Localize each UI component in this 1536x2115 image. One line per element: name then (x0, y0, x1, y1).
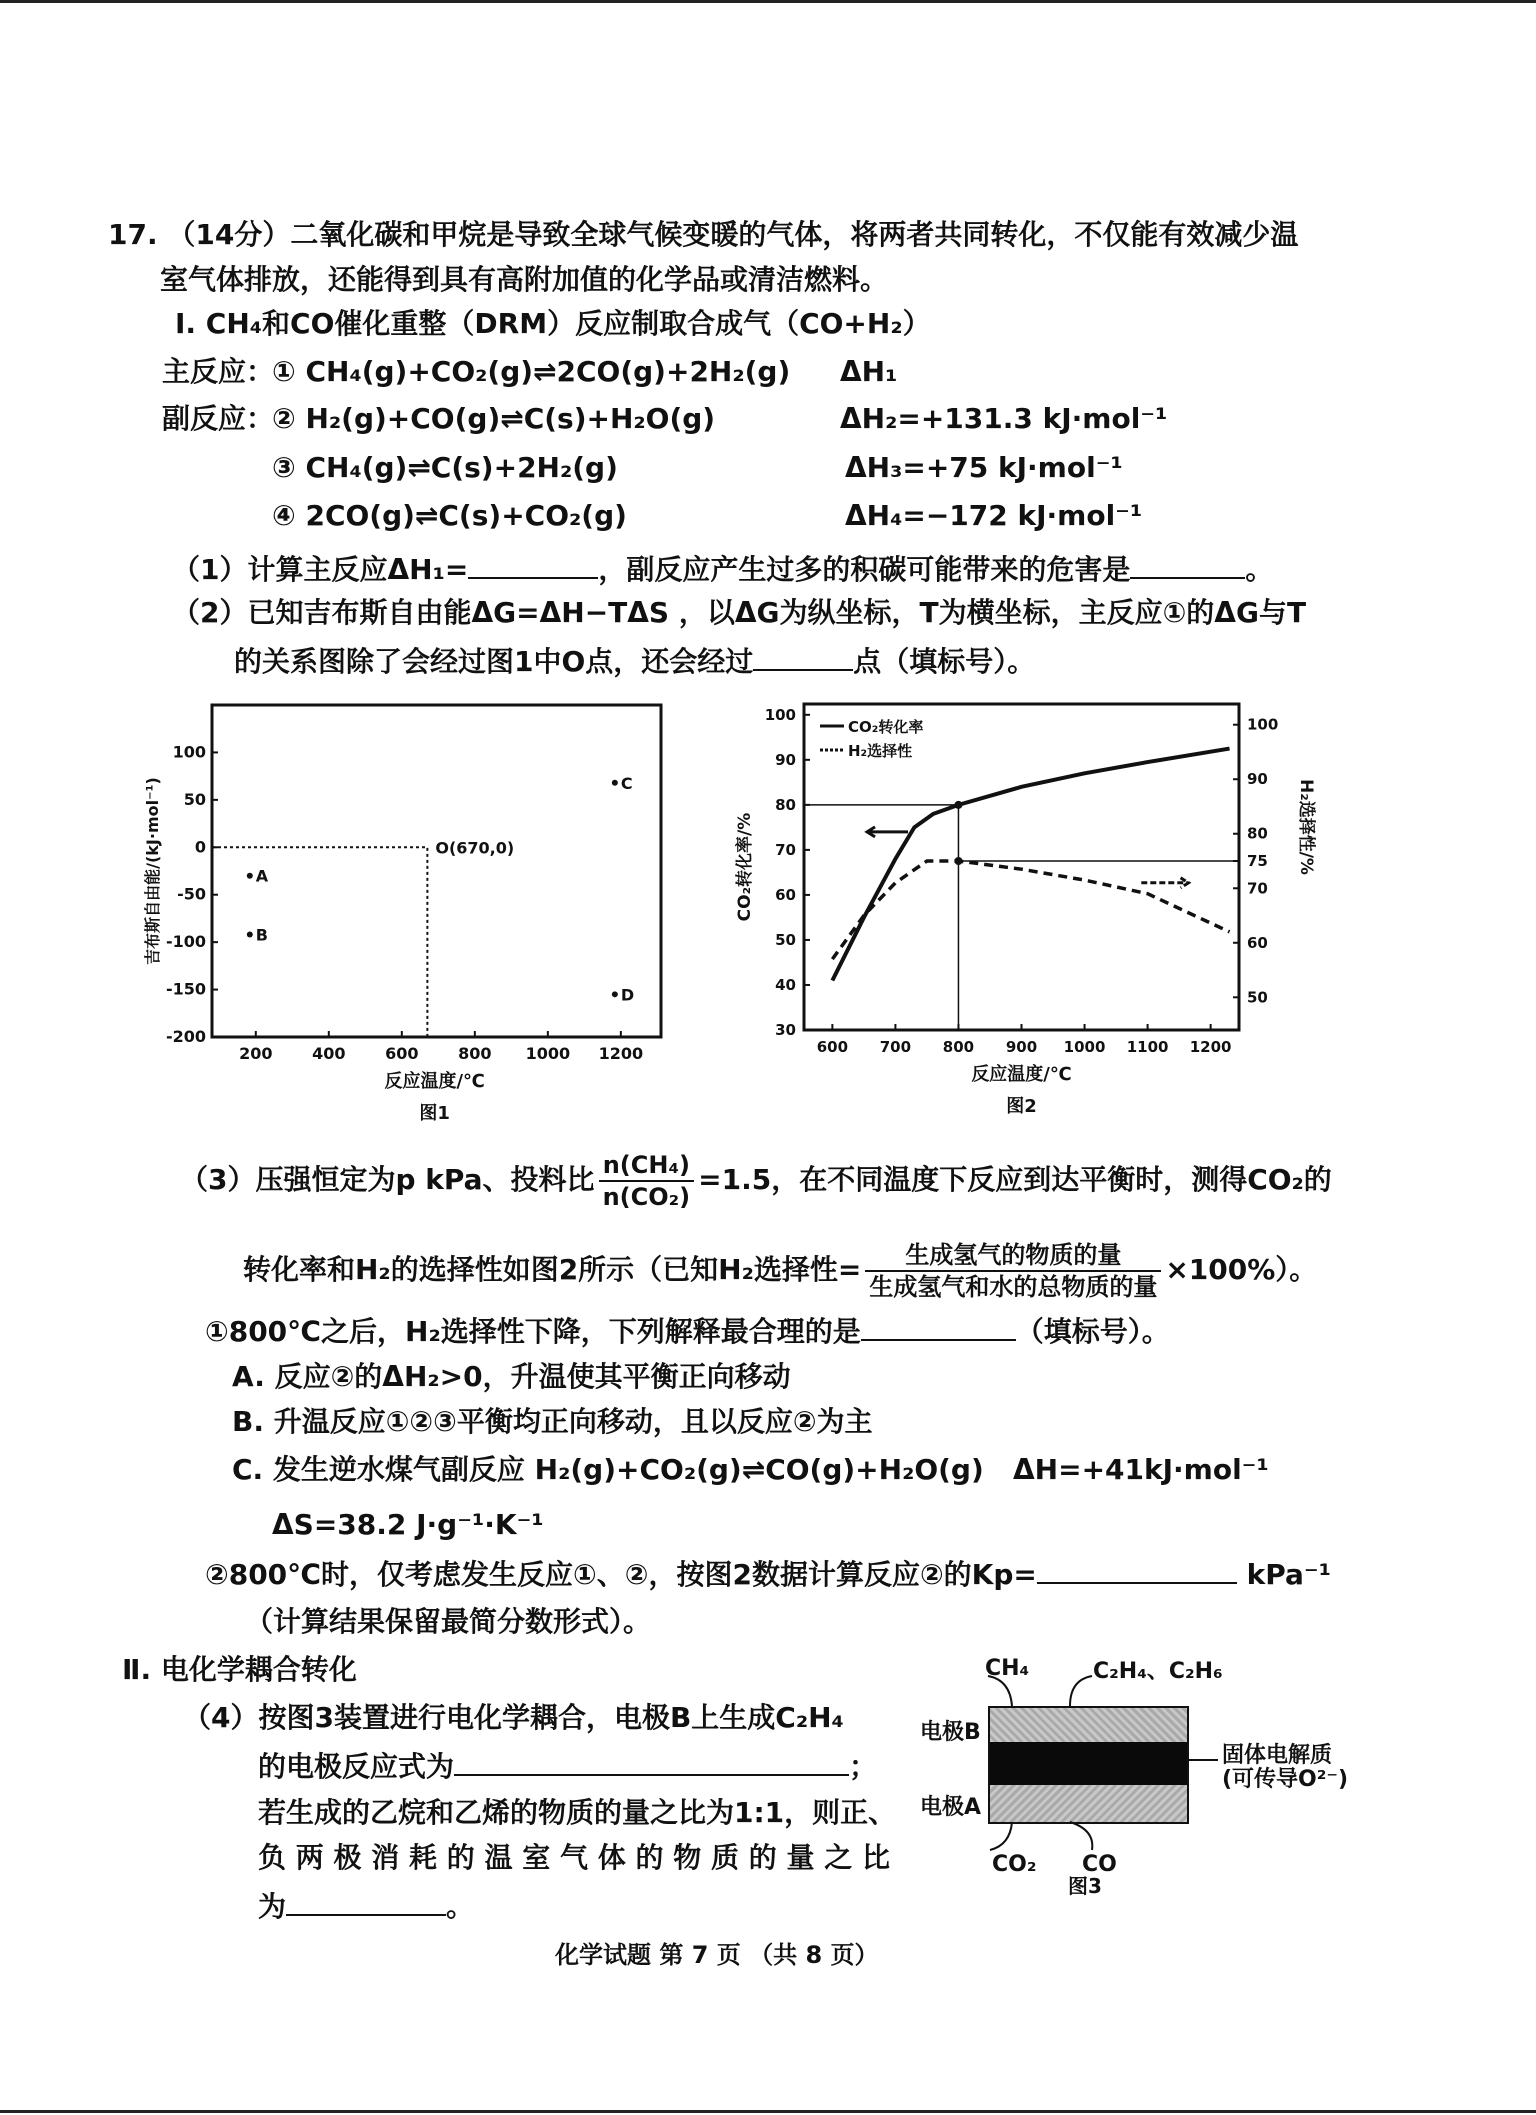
page-top-border (0, 0, 1536, 3)
x-tick-label: 400 (312, 1044, 346, 1063)
q1-text-c: 。 (1245, 553, 1274, 586)
question-3-part2 (205, 1556, 1331, 1592)
left-y-tick-label: 30 (775, 1021, 796, 1039)
left-y-tick-label: 100 (764, 705, 796, 724)
selectivity-numerator: 生成氢气的物质的量 (865, 1240, 1161, 1272)
y-tick-label: -50 (177, 884, 206, 904)
q3-2-text-a: ②800℃时，仅考虑发生反应①、②，按图2数据计算反应②的Kp= (205, 1558, 1037, 1591)
question-4-line2 (258, 1748, 877, 1784)
series-line-h2-selectivity (832, 861, 1229, 959)
point-D (612, 991, 618, 997)
option-a: A. 反应②的ΔH₂>0，升温使其平衡正向移动 (232, 1360, 791, 1393)
x-tick-label: 1200 (1189, 1038, 1232, 1056)
q4-text-g: 。 (446, 1890, 475, 1923)
left-y-tick-label: 90 (775, 750, 796, 769)
option-c-enthalpy: ΔH=+41kJ·mol⁻¹ (1013, 1453, 1269, 1486)
product-outflow-arrow (1070, 1676, 1092, 1706)
x-tick-label: 800 (942, 1038, 975, 1056)
label-electrode-b: 电极B (920, 1720, 981, 1745)
right-axis-arrow (1141, 878, 1188, 888)
label-electrolyte-note: (可传导O²⁻) (1222, 1767, 1349, 1792)
co2-inflow-arrow (990, 1822, 1012, 1850)
question-3-part2-note: （计算结果保留最简分数形式）。 (245, 1605, 652, 1638)
label-co2: CO₂ (992, 1852, 1037, 1877)
left-y-tick-label: 40 (775, 975, 796, 994)
q3-text-a: （3）压强恒定为p kPa、投料比 (180, 1163, 595, 1196)
q2-text-c: 点（填标号）。 (853, 645, 1036, 678)
left-y-tick-label: 60 (775, 885, 796, 904)
q3-2-answer-blank[interactable] (1037, 1556, 1237, 1584)
question-intro-line2: 室气体排放，还能得到具有高附加值的化学品或清洁燃料。 (160, 263, 889, 296)
q1-text-b: ，副反应产生过多的积碳可能带来的危害是 (598, 553, 1131, 586)
co-outflow-arrow (1070, 1822, 1092, 1850)
y-tick-label: -100 (165, 932, 206, 952)
x-axis-label: 反应温度/℃ (384, 1071, 485, 1092)
q3-2-unit: kPa⁻¹ (1246, 1558, 1331, 1591)
selectivity-denominator: 生成氢气和水的总物质的量 (869, 1273, 1158, 1301)
figure-3-device (900, 1650, 1360, 1900)
label-c2-products: C₂H₄、C₂H₆ (1093, 1659, 1223, 1684)
q4-answer-blank-2[interactable] (286, 1888, 446, 1916)
figure-2-caption: 图2 (1006, 1096, 1037, 1117)
x-tick-label: 700 (879, 1038, 912, 1056)
reaction-4-enthalpy: ΔH₄=−172 kJ·mol⁻¹ (845, 499, 1143, 532)
right-y-tick-label: 60 (1247, 933, 1268, 952)
figure-1-caption: 图1 (419, 1103, 450, 1124)
option-b: B. 升温反应①②③平衡均正向移动，且以反应②为主 (232, 1405, 873, 1438)
question-2-line1: （2）已知吉布斯自由能ΔG=ΔH−TΔS ，以ΔG为纵坐标，T为横坐标，主反应①的ΔG与T (172, 596, 1307, 629)
x-tick-label: 600 (816, 1038, 849, 1056)
x-tick-label: 200 (239, 1044, 273, 1063)
origin-guide-lines (212, 847, 427, 1037)
origin-point-label: O(670,0) (435, 838, 515, 858)
reaction-2-label: 副反应： (162, 402, 275, 435)
q1-text-a: （1）计算主反应ΔH₁= (172, 553, 469, 586)
question-2-line2 (234, 643, 1035, 679)
question-3-part1 (205, 1313, 1170, 1349)
question-1 (172, 551, 1273, 587)
right-y-tick-label: 90 (1247, 770, 1268, 789)
option-c: C. 发生逆水煤气副反应 H₂(g)+CO₂(g)⇌CO(g)+H₂O(g) (232, 1453, 984, 1486)
y-tick-label: 0 (194, 837, 206, 857)
feed-ratio-numerator: n(CH₄) (599, 1150, 695, 1182)
feed-ratio-fraction (599, 1150, 695, 1212)
q3-text-b: =1.5，在不同温度下反应到达平衡时，测得CO₂的 (698, 1163, 1332, 1196)
page-footer: 化学试题 第 7 页 （共 8 页） (555, 1941, 879, 1969)
reaction-3-enthalpy: ΔH₃=+75 kJ·mol⁻¹ (845, 451, 1123, 484)
q3-1-answer-blank[interactable] (861, 1313, 1016, 1341)
y-tick-label: 100 (172, 742, 206, 762)
label-ch4: CH₄ (985, 1656, 1030, 1681)
reaction-2-enthalpy: ΔH₂=+131.3 kJ·mol⁻¹ (840, 402, 1168, 435)
reaction-1-equation: ① CH₄(g)+CO₂(g)⇌2CO(g)+2H₂(g) (272, 355, 791, 388)
right-y-tick-label: 50 (1247, 988, 1268, 1007)
q3-text-c: 转化率和H₂的选择性如图2所示（已知H₂选择性= (243, 1253, 862, 1286)
reaction-1-enthalpy: ΔH₁ (840, 355, 898, 388)
label-electrolyte: 固体电解质 (1222, 1743, 1333, 1768)
point-label-A: A (255, 866, 269, 886)
reaction-2-equation: ② H₂(g)+CO(g)⇌C(s)+H₂O(g) (272, 402, 716, 435)
right-y-tick-label: 80 (1247, 824, 1268, 843)
figure-1-chart (140, 690, 680, 1124)
question-4-line3: 若生成的乙烷和乙烯的物质的量之比为1:1，则正、 (258, 1796, 897, 1829)
question-4-line1: （4）按图3装置进行电化学耦合，电极B上生成C₂H₄ (183, 1701, 844, 1734)
question-4-line5 (258, 1888, 474, 1924)
q4-answer-blank-1[interactable] (454, 1748, 849, 1776)
legend-label-co2: CO₂转化率 (848, 718, 924, 736)
x-tick-label: 900 (1005, 1038, 1038, 1056)
y-tick-label: 50 (183, 789, 206, 809)
section2-title: Ⅱ. 电化学耦合转化 (122, 1653, 357, 1686)
reaction-4-equation: ④ 2CO(g)⇌C(s)+CO₂(g) (272, 499, 627, 532)
left-y-tick-label: 50 (775, 930, 796, 949)
point-C (612, 780, 618, 786)
point-label-C: C (620, 773, 633, 793)
point-B (247, 932, 253, 938)
selectivity-fraction (865, 1240, 1161, 1302)
left-y-tick-label: 80 (775, 795, 796, 814)
q2-answer-blank[interactable] (753, 643, 853, 671)
x-tick-label: 1200 (598, 1044, 644, 1063)
q1-answer-blank-2[interactable] (1130, 551, 1245, 579)
x-tick-label: 1000 (1063, 1038, 1106, 1056)
y-tick-label: -200 (165, 1027, 206, 1046)
x-axis-label: 反应温度/℃ (971, 1064, 1072, 1085)
co2-reference-point (954, 801, 962, 809)
reaction-1-label: 主反应： (162, 355, 275, 388)
left-y-axis-label: CO₂转化率/% (735, 812, 755, 922)
question-4-line4: 负 两 极 消 耗 的 温 室 气 体 的 物 质 的 量 之 比 (258, 1841, 890, 1874)
legend-label-h2: H₂选择性 (848, 742, 913, 760)
q3-1-text-b: （填标号）。 (1015, 1315, 1170, 1348)
right-y-tick-label: 100 (1247, 715, 1279, 734)
left-axis-arrow (867, 827, 908, 837)
q1-answer-blank-1[interactable] (468, 551, 598, 579)
q4-text-b: 的电极反应式为 (258, 1750, 455, 1783)
question-3-line2 (243, 1240, 1317, 1302)
x-tick-label: 800 (458, 1044, 492, 1063)
q3-text-d: ×100%）。 (1165, 1253, 1318, 1286)
figure-2-chart (700, 690, 1340, 1117)
point-label-B: B (255, 925, 269, 945)
point-A (247, 873, 253, 879)
page-bottom-border (0, 2110, 1536, 2113)
y-tick-label: -150 (165, 979, 206, 999)
y-axis-label: 吉布斯自由能/(kJ·mol⁻¹) (143, 777, 162, 965)
option-c-entropy: ΔS=38.2 J·g⁻¹·K⁻¹ (272, 1508, 544, 1541)
reaction-3-equation: ③ CH₄(g)⇌C(s)+2H₂(g) (272, 451, 618, 484)
x-tick-label: 600 (385, 1044, 419, 1063)
right-y-tick-label: 70 (1247, 879, 1268, 898)
label-electrode-a: 电极A (920, 1795, 982, 1820)
series-line-co2-conversion (832, 749, 1229, 981)
left-y-tick-label: 70 (775, 840, 796, 859)
question-intro-line1: 17. （14分）二氧化碳和甲烷是导致全球气候变暖的气体，将两者共同转化，不仅能有效减少温 (108, 218, 1299, 251)
right-y-axis-label: H₂选择性/% (1296, 779, 1316, 875)
label-co: CO (1082, 1852, 1117, 1877)
x-tick-label: 1000 (525, 1044, 571, 1063)
q4-text-c: ； (849, 1750, 878, 1783)
q4-text-f: 为 (258, 1890, 287, 1923)
point-label-D: D (620, 985, 635, 1005)
plot-frame (212, 705, 661, 1037)
figure-3-caption: 图3 (1068, 1874, 1102, 1898)
feed-ratio-denominator: n(CO₂) (602, 1183, 691, 1211)
question-3-line1 (180, 1150, 1332, 1212)
q2-text-b: 的关系图除了会经过图1中O点，还会经过 (234, 645, 754, 678)
right-y-tick-label: 75 (1247, 852, 1268, 871)
h2-reference-point (954, 857, 962, 865)
q3-1-text-a: ①800℃之后，H₂选择性下降，下列解释最合理的是 (205, 1315, 861, 1348)
x-tick-label: 1100 (1126, 1038, 1169, 1056)
section1-title: Ⅰ. CH₄和CO催化重整（DRM）反应制取合成气（CO+H₂） (175, 307, 931, 340)
